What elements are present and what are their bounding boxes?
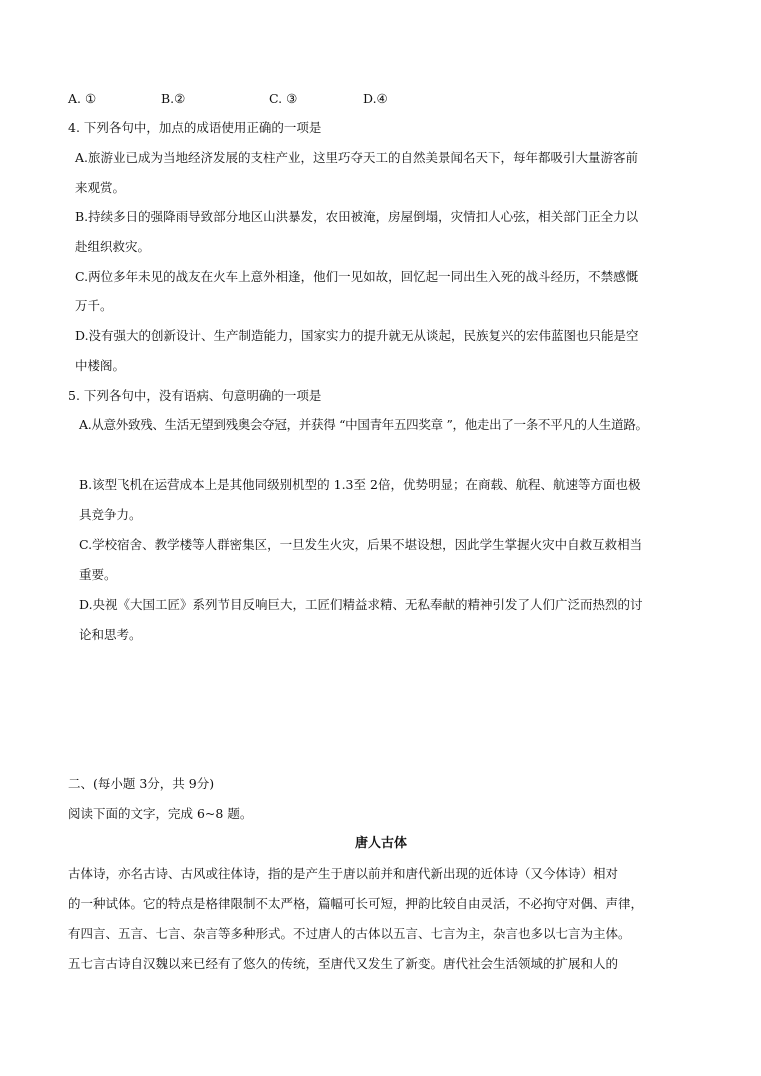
q3-option-c: C. ③	[269, 91, 298, 106]
q5-option-d-line2: 论和思考。	[79, 627, 142, 642]
q5-option-b-line2: 具竞争力。	[79, 507, 142, 522]
passage-p1-line3: 有四言、五言、七言、杂言等多种形式。不过唐人的古体以五言、七言为主，杂言也多以七言为主体。	[68, 926, 631, 941]
passage-p2-line1: 五七言古诗自汉魏以来已经有了悠久的传统，至唐代又发生了新变。唐代社会生活领域的扩展和人的	[68, 956, 619, 971]
q4-option-d-line2: 中楼阁。	[75, 358, 126, 373]
q5-option-c-line1: C.学校宿舍、教学楼等人群密集区，一旦发生火灾，后果不堪设想，因此学生掌握火灾中自救互救相当	[79, 537, 643, 552]
q3-option-a: A. ①	[68, 91, 97, 106]
q5-option-b-line1: B.该型飞机在运营成本上是其他同级别机型的 1.3至 2倍，优势明显；在商载、航程、航速等方面也极	[79, 477, 641, 492]
q5-option-a-line1: A.从意外致残、生活无望到残奥会夺冠，并获得 “中国青年五四奖章 ”，他走出了一条不平凡的人生道路。	[79, 417, 648, 432]
q5-stem: 5. 下列各句中，没有语病、句意明确的一项是	[68, 388, 322, 403]
q4-stem: 4. 下列各句中，加点的成语使用正确的一项是	[68, 120, 322, 135]
q4-option-c-line2: 万千。	[75, 298, 113, 313]
passage-p1-line2: 的一种试体。它的特点是格律限制不太严格，篇幅可长可短，押韵比较自由灵活，不必拘守对偶、声律，	[68, 896, 644, 911]
passage-title: 唐人古体	[355, 836, 408, 851]
q3-option-d: D.④	[363, 91, 388, 106]
q4-option-c-line1: C.两位多年未见的战友在火车上意外相逢，他们一见如故，回忆起一同出生入死的战斗经历，不禁感慨	[75, 269, 639, 284]
q4-option-b-line2: 赴组织救灾。	[75, 239, 151, 254]
q4-option-a-line1: A.旅游业已成为当地经济发展的支柱产业，这里巧夺天工的自然美景闻名天下，每年都吸引大量游客前	[75, 150, 639, 165]
q4-option-d-line1: D.没有强大的创新设计、生产制造能力，国家实力的提升就无从谈起，民族复兴的宏伟蓝图也只能是空	[75, 328, 639, 343]
section2-instruction: 阅读下面的文字，完成 6~8 题。	[68, 806, 253, 821]
q4-option-b-line1: B.持续多日的强降雨导致部分地区山洪暴发，农田被淹，房屋倒塌，灾情扣人心弦，相关部门正全力以	[75, 209, 639, 224]
q3-option-b: B.②	[161, 91, 186, 106]
passage-p1-line1: 古体诗，亦名古诗、古风或往体诗，指的是产生于唐以前并和唐代新出现的近体诗（又今体诗）相对	[68, 866, 619, 881]
q5-option-d-line1: D.央视《大国工匠》系列节目反响巨大，工匠们精益求精、无私奉献的精神引发了人们广泛而热烈的讨	[79, 597, 643, 612]
q4-option-a-line2: 来观赏。	[75, 180, 126, 195]
section2-heading: 二、(每小题 3分，共 9分)	[68, 776, 215, 791]
q3-options	[68, 91, 388, 107]
q5-option-c-line2: 重要。	[79, 567, 117, 582]
